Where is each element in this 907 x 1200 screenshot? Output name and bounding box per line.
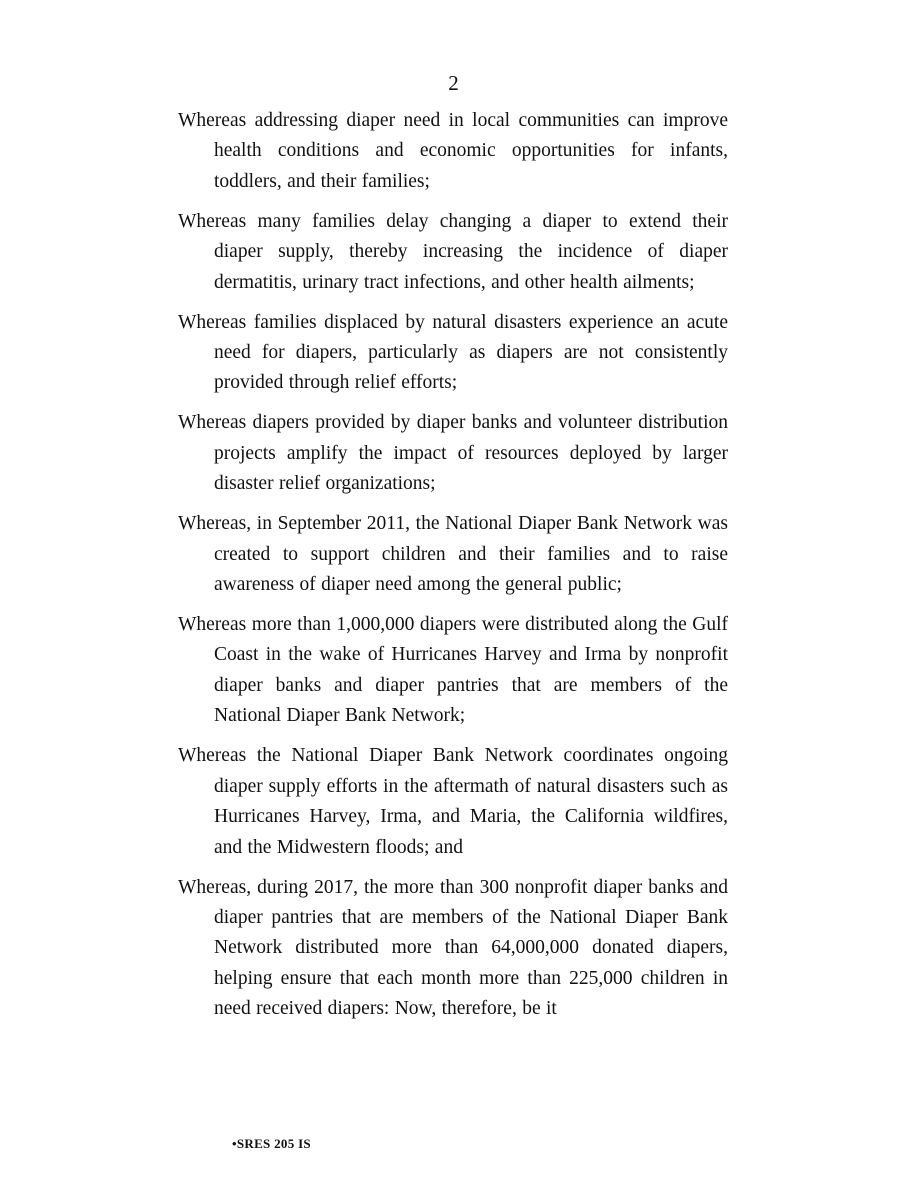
whereas-clause-5: Whereas, in September 2011, the National Diaper Bank Network was created to support children and their families and to raise awareness of diaper need among the general public;	[178, 513, 728, 596]
whereas-clause-8: Whereas, during 2017, the more than 300 nonprofit diaper banks and diaper pantries that are members of the National Diaper Bank Network distributed more than 64,000,000 donated diapers, helping ensure that each month more than 225,000 children in need received diapers: Now, therefore, be it	[178, 876, 728, 1020]
document-id-footer: •SRES 205 IS	[232, 1136, 311, 1151]
page-number: 2	[448, 71, 459, 95]
whereas-clause-2: Whereas many families delay changing a diaper to extend their diaper supply, thereby increasing the incidence of diaper dermatitis, urinary tract infections, and other health ailments;	[178, 210, 728, 293]
whereas-clause-6: Whereas more than 1,000,000 diapers were distributed along the Gulf Coast in the wake of Hurricanes Harvey and Irma by nonprofit diaper banks and diaper pantries that are members of the National Diaper Bank Network;	[178, 614, 728, 727]
whereas-clause-1: Whereas addressing diaper need in local communities can improve health conditions and economic opportunities for infants, toddlers, and their families;	[178, 110, 728, 192]
whereas-clause-4: Whereas diapers provided by diaper banks and volunteer distribution projects amplify the impact of resources deployed by larger disaster relief organizations;	[178, 412, 728, 495]
resolution-body	[178, 106, 728, 1034]
whereas-clause-7: Whereas the National Diaper Bank Network coordinates ongoing diaper supply efforts in the aftermath of natural disasters such as Hurricanes Harvey, Irma, and Maria, the California wildfires, and the Midwestern floods; and	[178, 745, 728, 858]
whereas-clause-3: Whereas families displaced by natural disasters experience an acute need for diapers, particularly as diapers are not consistently provided through relief efforts;	[178, 311, 728, 394]
